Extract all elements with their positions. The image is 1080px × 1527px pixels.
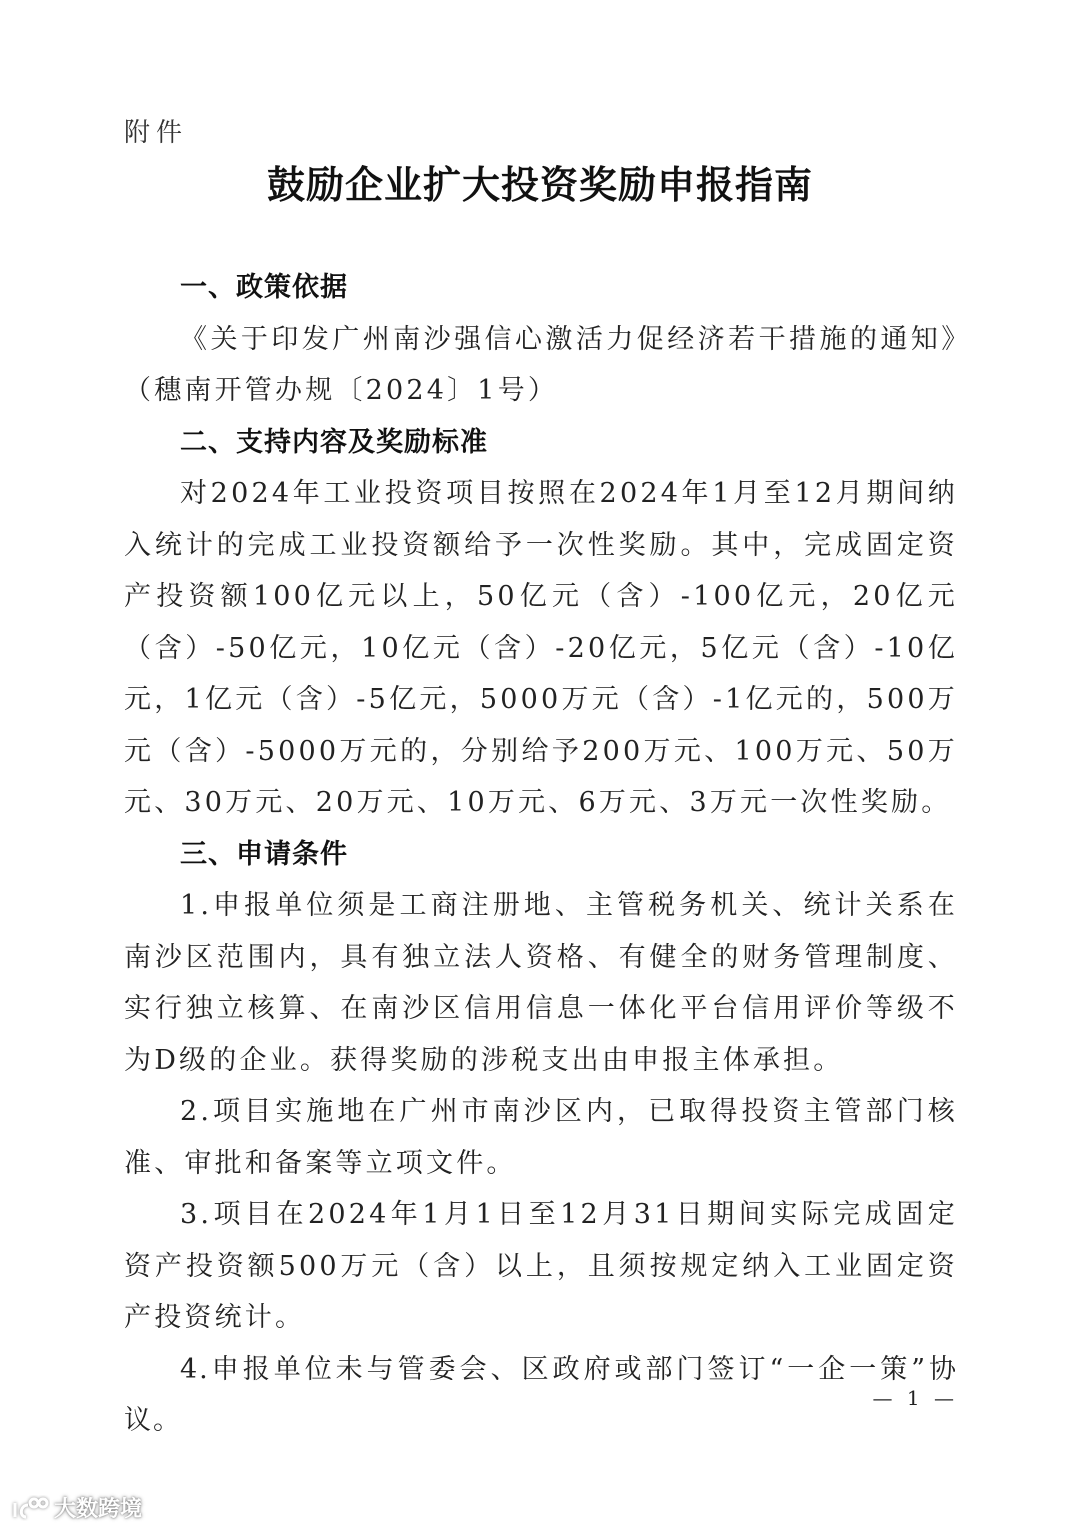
condition-item-4: 4.申报单位未与管委会、区政府或部门签订“一企一策”协议。	[124, 1353, 958, 1436]
document-title: 鼓励企业扩大投资奖励申报指南	[266, 163, 813, 207]
support-content-paragraph: 对2024年工业投资项目按照在2024年1月至12月期间纳入统计的完成工业投资额给予一次性奖励。其中，完成固定资产投资额100亿元以上，50亿元（含）-100亿元，20亿元（含）-50亿元，10亿元（含）-20亿元，5亿元（含）-10亿元，1亿元（含）-5亿元，5000万元（含）-1亿元的，500万元（含）-5000万元的，分别给予200万元、100万元、50万元、30万元、20万元、10万元、6万元、3万元一次性奖励。	[124, 478, 958, 818]
watermark-text: 大数跨境	[54, 1497, 143, 1522]
100-logo-icon	[10, 1495, 50, 1521]
document-body	[124, 262, 958, 1447]
section-heading-application-conditions: 三、申请条件	[180, 838, 348, 870]
section-heading-support-content: 二、支持内容及奖励标准	[180, 426, 488, 458]
watermark	[10, 1492, 142, 1523]
condition-item-2: 2.项目实施地在广州市南沙区内，已取得投资主管部门核准、审批和备案等立项文件。	[124, 1096, 958, 1179]
section-heading-policy-basis: 一、政策依据	[180, 272, 348, 303]
page-number: — 1 —	[872, 1386, 958, 1410]
condition-item-1: 1.申报单位须是工商注册地、主管税务机关、统计关系在南沙区范围内，具有独立法人资格、有健全的财务管理制度、实行独立核算、在南沙区信用信息一体化平台信用评价等级不为D级的企业。获得奖励的涉税支出由申报主体承担。	[124, 890, 958, 1076]
policy-basis-paragraph: 《关于印发广州南沙强信心激活力促经济若干措施的通知》（穗南开管办规〔2024〕1号）	[124, 323, 958, 406]
attachment-label: 附件	[124, 118, 189, 148]
condition-item-3: 3.项目在2024年1月1日至12月31日期间实际完成固定资产投资额500万元（含）以上，且须按规定纳入工业固定资产投资统计。	[124, 1199, 958, 1333]
